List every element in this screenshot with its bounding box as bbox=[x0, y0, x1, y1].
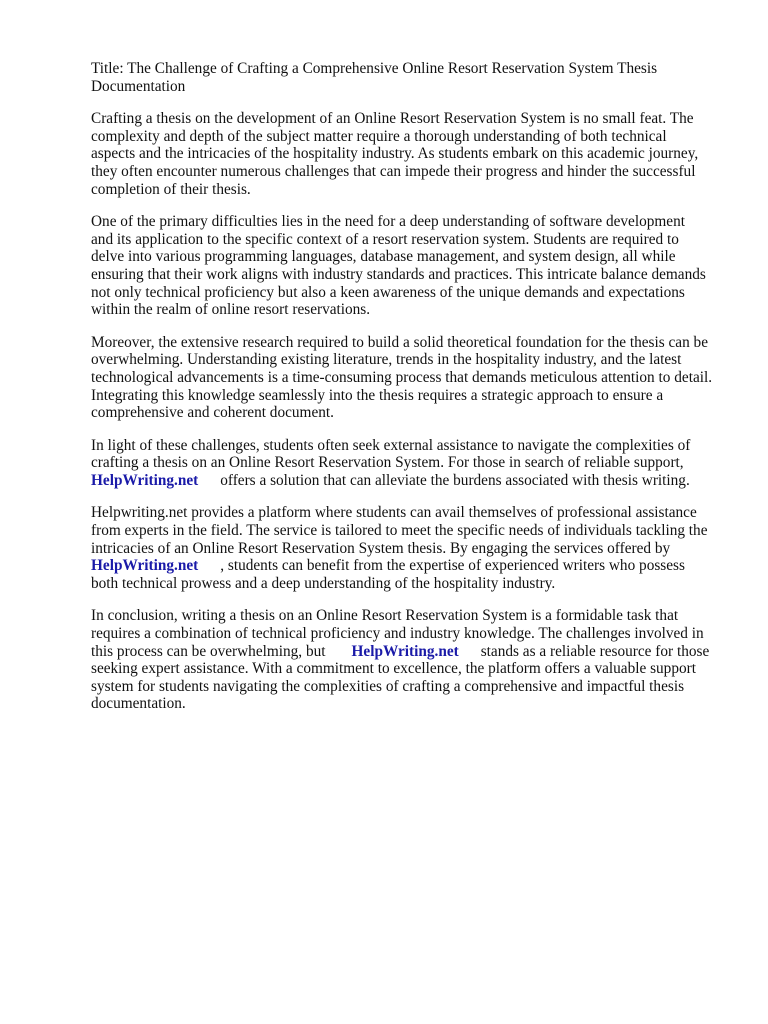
text-line: documentation. bbox=[91, 695, 186, 713]
document-page bbox=[91, 60, 731, 728]
text-line: aspects and the intricacies of the hospitality industry. As students embark on this academic journey, bbox=[91, 145, 699, 163]
text-line: In light of these challenges, students often seek external assistance to navigate the complexities of bbox=[91, 436, 691, 454]
title-line: Title: The Challenge of Crafting a Comprehensive Online Resort Reservation System Thesis bbox=[91, 60, 658, 77]
paragraph-difficulties bbox=[91, 213, 731, 319]
document-title bbox=[91, 60, 731, 95]
text-fragment: this process can be overwhelming, but bbox=[91, 642, 326, 660]
text-line bbox=[91, 472, 731, 490]
text-line: system for students navigating the complexities of crafting a comprehensive and impactful thesis bbox=[91, 677, 685, 695]
paragraph-assistance bbox=[91, 437, 731, 490]
text-line: One of the primary difficulties lies in the need for a deep understanding of software development bbox=[91, 213, 685, 231]
text-line: and its application to the specific context of a resort reservation system. Students are required to bbox=[91, 230, 679, 248]
text-line: completion of their thesis. bbox=[91, 180, 251, 198]
text-fragment: offers a solution that can alleviate the burdens associated with thesis writing. bbox=[220, 471, 690, 489]
text-line: In conclusion, writing a thesis on an Online Resort Reservation System is a formidable task that bbox=[91, 607, 679, 625]
text-line: crafting a thesis on an Online Resort Reservation System. For those in search of reliable support, bbox=[91, 454, 684, 472]
paragraph-research bbox=[91, 334, 731, 422]
text-line: not only technical proficiency but also a keen awareness of the unique demands and expectations bbox=[91, 283, 685, 301]
text-line: delve into various programming languages, database management, and system design, all while bbox=[91, 248, 676, 266]
text-line: Integrating this knowledge seamlessly into the thesis requires a strategic approach to ensure a bbox=[91, 386, 664, 404]
text-line: intricacies of an Online Resort Reservation System thesis. By engaging the services offered by bbox=[91, 539, 671, 557]
text-line: from experts in the field. The service is tailored to meet the specific needs of individuals tackling the bbox=[91, 522, 708, 540]
text-fragment: stands as a reliable resource for those bbox=[480, 642, 710, 660]
title-line: Documentation bbox=[91, 77, 186, 95]
text-line: requires a combination of technical proficiency and industry knowledge. The challenges involved in bbox=[91, 625, 704, 643]
text-line: complexity and depth of the subject matter require a thorough understanding of both technical bbox=[91, 127, 667, 145]
text-line: technological advancements is a time-consuming process that demands meticulous attention to detail. bbox=[91, 368, 713, 386]
text-line bbox=[91, 557, 731, 575]
text-line: within the realm of online resort reservations. bbox=[91, 301, 371, 319]
helpwriting-link[interactable]: HelpWriting.net bbox=[91, 471, 199, 489]
text-line: they often encounter numerous challenges that can impede their progress and hinder the successful bbox=[91, 162, 696, 180]
text-fragment: , students can benefit from the expertise of experienced writers who possess bbox=[220, 557, 685, 575]
paragraph-intro bbox=[91, 110, 731, 198]
text-line: overwhelming. Understanding existing literature, trends in the hospitality industry, and the latest bbox=[91, 351, 682, 369]
text-line: Crafting a thesis on the development of an Online Resort Reservation System is no small feat. The bbox=[91, 110, 694, 128]
text-line: comprehensive and coherent document. bbox=[91, 404, 334, 422]
text-line: both technical prowess and a deep understanding of the hospitality industry. bbox=[91, 574, 556, 592]
paragraph-conclusion bbox=[91, 607, 731, 713]
text-line: Helpwriting.net provides a platform where students can avail themselves of professional assistance bbox=[91, 504, 697, 522]
text-line bbox=[91, 643, 731, 661]
paragraph-platform bbox=[91, 504, 731, 592]
text-line: Moreover, the extensive research required to build a solid theoretical foundation for the thesis can be bbox=[91, 333, 708, 351]
text-line: ensuring that their work aligns with industry standards and practices. This intricate balance demands bbox=[91, 265, 706, 283]
text-line: seeking expert assistance. With a commitment to excellence, the platform offers a valuable support bbox=[91, 660, 696, 678]
helpwriting-link[interactable]: HelpWriting.net bbox=[91, 557, 199, 575]
helpwriting-link[interactable]: HelpWriting.net bbox=[351, 642, 459, 660]
